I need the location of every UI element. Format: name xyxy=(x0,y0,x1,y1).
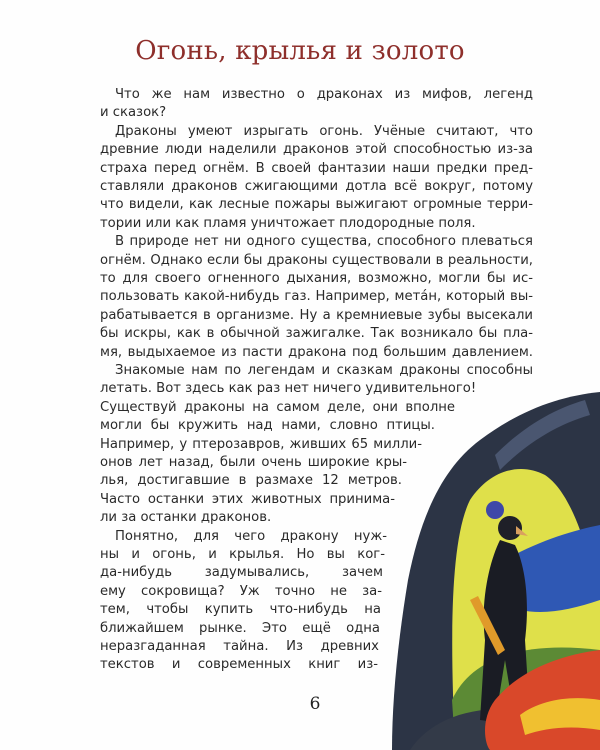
text-line: ли за останки драконов. xyxy=(100,510,272,526)
text-line: ставляли драконов сжигающими дотла всё вокруг, потому xyxy=(100,179,533,194)
text-line: летать. Вот здесь как раз нет ничего удивительного! xyxy=(100,381,477,397)
page-title: Огонь, крылья и золото xyxy=(135,36,465,66)
text-line: Существуй драконы на самом деле, они вполне xyxy=(100,399,455,415)
text-line: Часто останки этих животных принима- xyxy=(100,491,395,507)
text-line: что видели, как лесные пожары выжигают огромные терри- xyxy=(100,197,533,213)
text-line: Знакомые нам по легендам и сказкам драконы способны xyxy=(115,363,533,378)
knight-head xyxy=(498,516,522,540)
text-line: онов лет назад, были очень широкие кры- xyxy=(100,455,407,470)
text-line: могли бы кружить над нами, словно птицы. xyxy=(100,418,435,434)
text-line: тории или как пламя уничтожает плодородные поля. xyxy=(100,215,476,231)
text-line: и сказок? xyxy=(100,105,167,121)
text-line: страха перед огнём. В своей фантазии наши предки пред- xyxy=(100,160,533,176)
text-line: Понятно, для чего дракону нуж- xyxy=(115,528,387,544)
text-line: ближайшем рынке. Это ещё одна xyxy=(100,620,380,636)
knight-plume xyxy=(486,501,504,519)
text-line: Например, у птерозавров, живших 65 милли- xyxy=(100,436,422,452)
text-line: бы искры, как в обычной зажигалке. Так возникало бы пла- xyxy=(100,326,533,342)
text-line: то для своего огненного дыхания, возможно, могли бы ис- xyxy=(100,271,533,286)
text-line: неразгаданная тайна. Из древних xyxy=(100,639,379,654)
page-number: 6 xyxy=(309,694,321,714)
text-line: Драконы умеют изрыгать огонь. Учёные считают, что xyxy=(115,123,533,139)
text-line: пользовать какой-нибудь газ. Например, мета́н, который вы- xyxy=(100,289,533,305)
text-line: огнём. Однако если бы драконы существовали в реальности, xyxy=(100,252,533,268)
text-line: тем, чтобы купить что-нибудь на xyxy=(100,602,381,618)
text-line: лья, достигавшие в размахе 12 метров. xyxy=(100,473,402,489)
text-line: да-нибудь задумывались, зачем xyxy=(100,565,383,581)
text-line: ему сокровища? Уж точно не за- xyxy=(100,583,382,599)
text-line: древние люди наделили драконов этой способностью из-за xyxy=(100,142,533,158)
text-line: текстов и современных книг из- xyxy=(100,657,378,673)
text-line: рабатывается в организме. Ну а кремниевые зубы высекали xyxy=(100,307,533,323)
text-line: Что же нам известно о драконах из мифов, легенд xyxy=(115,87,533,102)
text-line: мя, выдыхаемое из пасти дракона под большим давлением. xyxy=(100,344,533,360)
text-line: В природе нет ни одного существа, способного плеваться xyxy=(115,234,533,250)
text-line: ны и огонь, и крылья. Но вы ког- xyxy=(100,547,385,562)
